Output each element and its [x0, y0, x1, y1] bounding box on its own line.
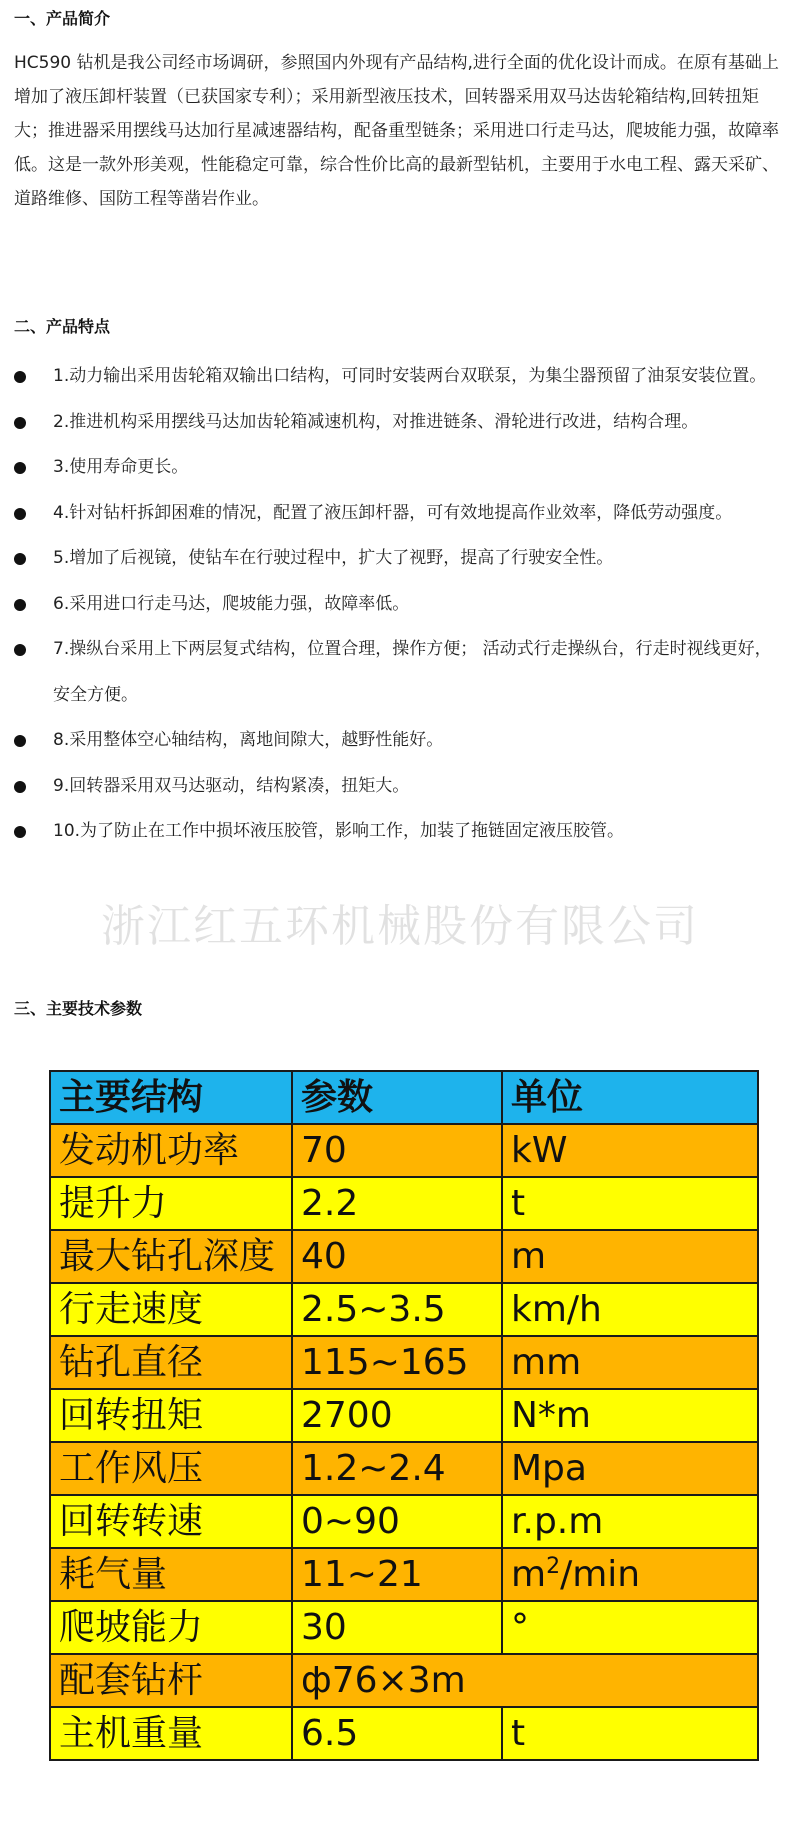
row-unit: t [502, 1707, 758, 1760]
row-value: 40 [292, 1230, 502, 1283]
feature-text: 3.使用寿命更长。 [53, 457, 189, 477]
section-3-title: 三、主要技术参数 [14, 999, 143, 1018]
feature-item [0, 764, 800, 810]
feature-text: 4.针对钻杆拆卸困难的情况，配置了液压卸杆器，可有效地提高作业效率，降低劳动强度。 [53, 502, 733, 523]
bullet-icon [14, 599, 26, 611]
bullet-icon [14, 644, 26, 656]
row-name: 耗气量 [50, 1548, 292, 1601]
table-row [50, 1283, 758, 1336]
unit-rest: /min [560, 1554, 641, 1595]
table-row [50, 1336, 758, 1389]
section-2-title: 二、产品特点 [14, 317, 111, 336]
row-unit: Mpa [502, 1442, 758, 1495]
table-header-row [50, 1071, 758, 1124]
feature-text: 8.采用整体空心轴结构，离地间隙大，越野性能好。 [53, 730, 444, 750]
row-name: 提升力 [50, 1177, 292, 1230]
header-structure: 主要结构 [50, 1071, 292, 1124]
section-1-title: 一、产品简介 [14, 9, 111, 28]
row-value: 2.2 [292, 1177, 502, 1230]
row-value: 1.2~2.4 [292, 1442, 502, 1495]
row-name: 行走速度 [50, 1283, 292, 1336]
row-unit: m [502, 1230, 758, 1283]
row-merged-value: ф76×3m [292, 1654, 758, 1707]
feature-item [0, 718, 800, 764]
row-unit: N*m [502, 1389, 758, 1442]
unit-superscript: 2 [546, 1554, 561, 1579]
bullet-icon [14, 826, 26, 838]
feature-list [0, 354, 800, 855]
feature-item [0, 400, 800, 446]
feature-text: 7.操纵台采用上下两层复式结构，位置合理，操作方便； 活动式行走操纵台，行走时视线更好，安全方便。 [53, 639, 772, 705]
row-name: 发动机功率 [50, 1124, 292, 1177]
table-row [50, 1389, 758, 1442]
product-intro-paragraph: HC590 钻机是我公司经市场调研，参照国内外现有产品结构,进行全面的优化设计而成。在原有基础上增加了液压卸杆装置（已获国家专利）；采用新型液压技术，回转器采用双马达齿轮箱结构,回转扭矩大；推进器采用摆线马达加行星减速器结构，配备重型链条；采用进口行走马达，爬坡能力强，故障率低。这是一款外形美观，性能稳定可靠，综合性价比高的最新型钻机，主要用于水电工程、露天采矿、道路维修、国防工程等凿岩作业。 [14, 53, 779, 209]
feature-text: 1.动力输出采用齿轮箱双输出口结构，可同时安装两台双联泵，为集尘器预留了油泵安装位置。 [53, 366, 767, 386]
bullet-icon [14, 462, 26, 474]
bullet-icon [14, 781, 26, 793]
table-row [50, 1124, 758, 1177]
feature-text: 9.回转器采用双马达驱动，结构紧凑，扭矩大。 [53, 775, 410, 796]
header-parameter: 参数 [292, 1071, 502, 1124]
row-name: 工作风压 [50, 1442, 292, 1495]
bullet-icon [14, 553, 26, 565]
table-row [50, 1442, 758, 1495]
table-row [50, 1548, 758, 1601]
row-value: 2700 [292, 1389, 502, 1442]
feature-item [0, 627, 800, 718]
table-row [50, 1495, 758, 1548]
table-row [50, 1601, 758, 1654]
feature-text: 10.为了防止在工作中损坏液压胶管，影响工作，加装了拖链固定液压胶管。 [53, 821, 625, 841]
spec-table [49, 1070, 759, 1761]
feature-text: 5.增加了后视镜，使钻车在行驶过程中，扩大了视野，提高了行驶安全性。 [53, 548, 614, 568]
table-row [50, 1230, 758, 1283]
bullet-icon [14, 735, 26, 747]
company-watermark: 浙江红五环机械股份有限公司 [101, 901, 699, 952]
row-value: 30 [292, 1601, 502, 1654]
row-unit [502, 1548, 758, 1601]
row-value: 0~90 [292, 1495, 502, 1548]
row-unit: kW [502, 1124, 758, 1177]
row-name: 主机重量 [50, 1707, 292, 1760]
feature-item [0, 582, 800, 628]
row-name: 回转转速 [50, 1495, 292, 1548]
row-value: 70 [292, 1124, 502, 1177]
feature-item [0, 445, 800, 491]
row-name: 配套钻杆 [50, 1654, 292, 1707]
row-unit: ° [502, 1601, 758, 1654]
feature-item [0, 536, 800, 582]
bullet-icon [14, 417, 26, 429]
row-unit: km/h [502, 1283, 758, 1336]
row-name: 钻孔直径 [50, 1336, 292, 1389]
row-unit: r.p.m [502, 1495, 758, 1548]
feature-item [0, 809, 800, 855]
table-row [50, 1177, 758, 1230]
row-value: 6.5 [292, 1707, 502, 1760]
feature-item [0, 491, 800, 537]
bullet-icon [14, 371, 26, 383]
row-name: 爬坡能力 [50, 1601, 292, 1654]
row-value: 115~165 [292, 1336, 502, 1389]
feature-item [0, 354, 800, 400]
table-row [50, 1707, 758, 1760]
row-unit: mm [502, 1336, 758, 1389]
unit-base: m [511, 1554, 547, 1595]
feature-text: 6.采用进口行走马达，爬坡能力强，故障率低。 [53, 593, 410, 614]
header-unit: 单位 [502, 1071, 758, 1124]
row-value: 2.5~3.5 [292, 1283, 502, 1336]
row-unit: t [502, 1177, 758, 1230]
row-name: 回转扭矩 [50, 1389, 292, 1442]
table-row [50, 1654, 758, 1707]
feature-text: 2.推进机构采用摆线马达加齿轮箱减速机构，对推进链条、滑轮进行改进，结构合理。 [53, 411, 699, 432]
row-name: 最大钻孔深度 [50, 1230, 292, 1283]
row-value: 11~21 [292, 1548, 502, 1601]
bullet-icon [14, 508, 26, 520]
